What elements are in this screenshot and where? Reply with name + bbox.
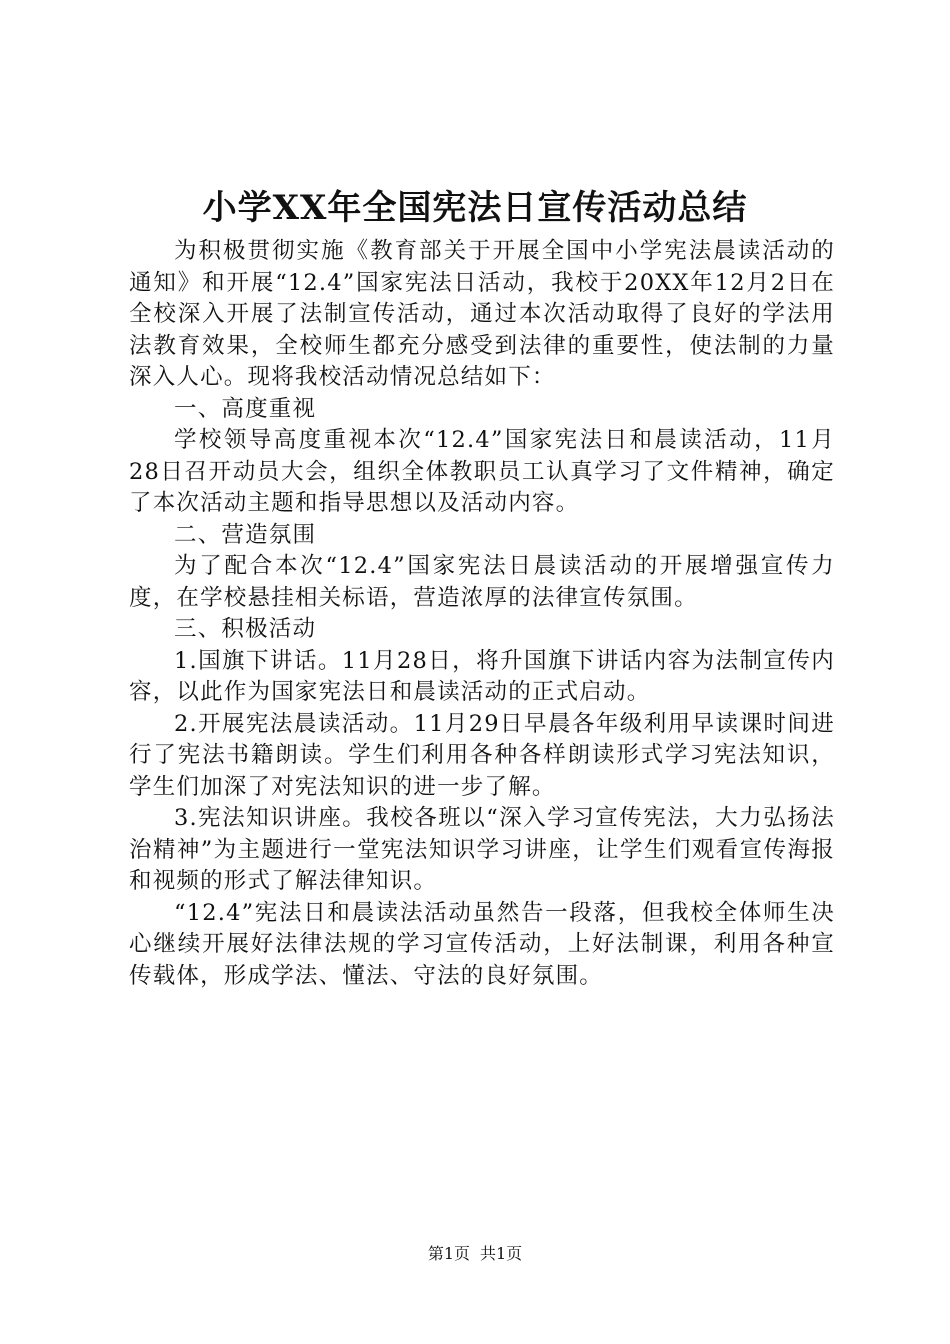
section-heading-1: 一、高度重视	[174, 395, 317, 422]
document-body	[129, 236, 835, 992]
page-footer	[0, 1244, 950, 1264]
intro-paragraph: 为积极贯彻实施《教育部关于开展全国中小学宪法晨读活动的通知》和开展“12.4”国家宪法日活动，我校于20XX年12月2日在全校深入开展了法制宣传活动，通过本次活动取得了良好的学法用法教育效果，全校师生都充分感受到法律的重要性，使法制的力量深入人心。现将我校活动情况总结如下：	[129, 238, 835, 390]
activity-item-1: 1.国旗下讲话。11月28日，将升国旗下讲话内容为法制宣传内容，以此作为国家宪法日和晨读活动的正式启动。	[129, 647, 835, 705]
closing-paragraph: “12.4”宪法日和晨读法活动虽然告一段落，但我校全体师生决心继续开展好法律法规的学习宣传活动，上好法制课，利用各种宣传载体，形成学法、懂法、守法的良好氛围。	[129, 899, 835, 989]
section-2-paragraph: 为了配合本次“12.4”国家宪法日晨读活动的开展增强宣传力度，在学校悬挂相关标语，营造浓厚的法律宣传氛围。	[129, 553, 835, 611]
page-number: 第1页	[427, 1244, 470, 1263]
page-total: 共1页	[480, 1244, 523, 1263]
section-heading-3: 三、积极活动	[174, 616, 317, 642]
section-1-paragraph: 学校领导高度重视本次“12.4”国家宪法日和晨读活动，11月28日召开动员大会，组织全体教职员工认真学习了文件精神，确定了本次活动主题和指导思想以及活动内容。	[129, 427, 835, 516]
activity-item-3: 3.宪法知识讲座。我校各班以“深入学习宣传宪法，大力弘扬法治精神”为主题进行一堂宪法知识学习讲座，让学生们观看宣传海报和视频的形式了解法律知识。	[129, 805, 835, 894]
activity-item-2: 2.开展宪法晨读活动。11月29日早晨各年级利用早读课时间进行了宪法书籍朗读。学生们利用各种各样朗读形式学习宪法知识，学生们加深了对宪法知识的进一步了解。	[129, 710, 835, 800]
section-heading-2: 二、营造氛围	[174, 521, 317, 548]
document-title: 小学XX年全国宪法日宣传活动总结	[202, 188, 748, 228]
